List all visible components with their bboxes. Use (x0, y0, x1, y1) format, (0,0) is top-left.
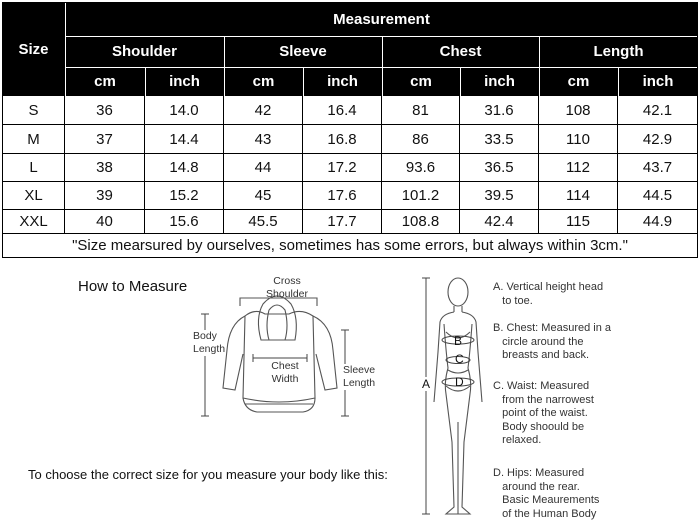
unit-header: cm (382, 67, 460, 96)
label-b: B (454, 334, 463, 348)
value-cell: 45 (224, 182, 303, 210)
unit-header: inch (618, 67, 698, 96)
value-cell: 33.5 (460, 125, 539, 154)
value-cell: 101.2 (382, 182, 460, 210)
value-cell: 110 (539, 125, 618, 154)
value-cell: 44 (224, 154, 303, 182)
value-cell: 115 (539, 210, 618, 234)
value-cell: 36.5 (460, 154, 539, 182)
value-cell: 42.4 (460, 210, 539, 234)
value-cell: 44.5 (618, 182, 698, 210)
legend-line: B. Chest: Measured in a (493, 322, 612, 334)
value-cell: 16.8 (303, 125, 382, 154)
size-cell: M (2, 125, 65, 154)
value-cell: 38 (65, 154, 145, 182)
unit-header: cm (539, 67, 618, 96)
legend-line: C. Waist: Measured (493, 380, 590, 392)
value-cell: 42 (224, 96, 303, 125)
legend-line: to toe. (493, 294, 533, 307)
value-cell: 44.9 (618, 210, 698, 234)
size-column-header: Size (2, 2, 65, 96)
value-cell: 39.5 (460, 182, 539, 210)
legend-line: circle around the (493, 335, 584, 348)
value-cell: 108 (539, 96, 618, 125)
garment-left-sleeve (223, 316, 245, 390)
sleeve-length-label: Sleeve Length (343, 364, 376, 389)
size-cell: XL (2, 182, 65, 210)
legend-line: Basic Meaurements (493, 494, 600, 506)
legend-line: relaxed. (493, 434, 542, 446)
unit-header: cm (224, 67, 303, 96)
value-cell: 17.6 (303, 182, 382, 210)
legend-line: A. Vertical height head (493, 281, 604, 293)
value-cell: 81 (382, 96, 460, 125)
legend-item (493, 467, 623, 521)
value-cell: 86 (382, 125, 460, 154)
value-cell: 114 (539, 182, 618, 210)
legend-item (493, 322, 623, 363)
value-cell: 40 (65, 210, 145, 234)
size-cell: XXL (2, 210, 65, 234)
garment-right-sleeve (313, 316, 337, 390)
size-chart-table (2, 2, 698, 258)
cross-shoulder-label: Cross Shoulder (265, 275, 309, 300)
legend-line: of the Human Body (493, 507, 597, 520)
value-cell: 108.8 (382, 210, 460, 234)
label-c: C (455, 352, 464, 366)
how-to-measure-title: How to Measure (78, 278, 188, 295)
value-cell: 31.6 (460, 96, 539, 125)
body-measure-figure (418, 272, 498, 522)
value-cell: 39 (65, 182, 145, 210)
garment-hood (258, 296, 296, 340)
unit-header: inch (303, 67, 382, 96)
value-cell: 42.1 (618, 96, 698, 125)
value-cell: 45.5 (224, 210, 303, 234)
chest-width-label: Chest Width (271, 360, 299, 385)
value-cell: 43 (224, 125, 303, 154)
size-cell: S (2, 96, 65, 125)
value-cell: 14.4 (145, 125, 224, 154)
value-cell: 42.9 (618, 125, 698, 154)
body-length-label: Body Length (193, 330, 226, 355)
value-cell: 43.7 (618, 154, 698, 182)
value-cell: 14.0 (145, 96, 224, 125)
legend-line: from the narrowest (493, 393, 594, 406)
value-cell: 14.8 (145, 154, 224, 182)
legend-line: breasts and back. (493, 349, 589, 361)
label-d: D (455, 375, 464, 389)
legend-item (493, 380, 623, 448)
unit-header: inch (460, 67, 539, 96)
group-header-1: Sleeve (224, 36, 382, 67)
value-cell: 93.6 (382, 154, 460, 182)
value-cell: 17.2 (303, 154, 382, 182)
legend-item (493, 281, 623, 308)
value-cell: 15.2 (145, 182, 224, 210)
value-cell: 16.4 (303, 96, 382, 125)
value-cell: 112 (539, 154, 618, 182)
figure-head (448, 278, 468, 306)
group-header-0: Shoulder (65, 36, 224, 67)
group-header-2: Chest (382, 36, 539, 67)
garment-body (243, 311, 315, 402)
unit-header: cm (65, 67, 145, 96)
legend-line: Body shoould be (493, 420, 585, 433)
value-cell: 36 (65, 96, 145, 125)
value-cell: 17.7 (303, 210, 382, 234)
value-cell: 15.6 (145, 210, 224, 234)
size-cell: L (2, 154, 65, 182)
measurement-note: "Size mearsured by ourselves, sometimes has some errors, but always within 3cm." (2, 234, 698, 258)
legend-line: around the rear. (493, 480, 580, 493)
label-a: A (422, 377, 431, 391)
value-cell: 37 (65, 125, 145, 154)
instruction-text: To choose the correct size for you measure your body like this: (28, 467, 388, 482)
unit-header: inch (145, 67, 224, 96)
group-header-3: Length (539, 36, 698, 67)
measurement-header: Measurement (65, 2, 698, 36)
legend-line: D. Hips: Measured (493, 467, 585, 479)
legend-line: point of the waist. (493, 407, 588, 419)
